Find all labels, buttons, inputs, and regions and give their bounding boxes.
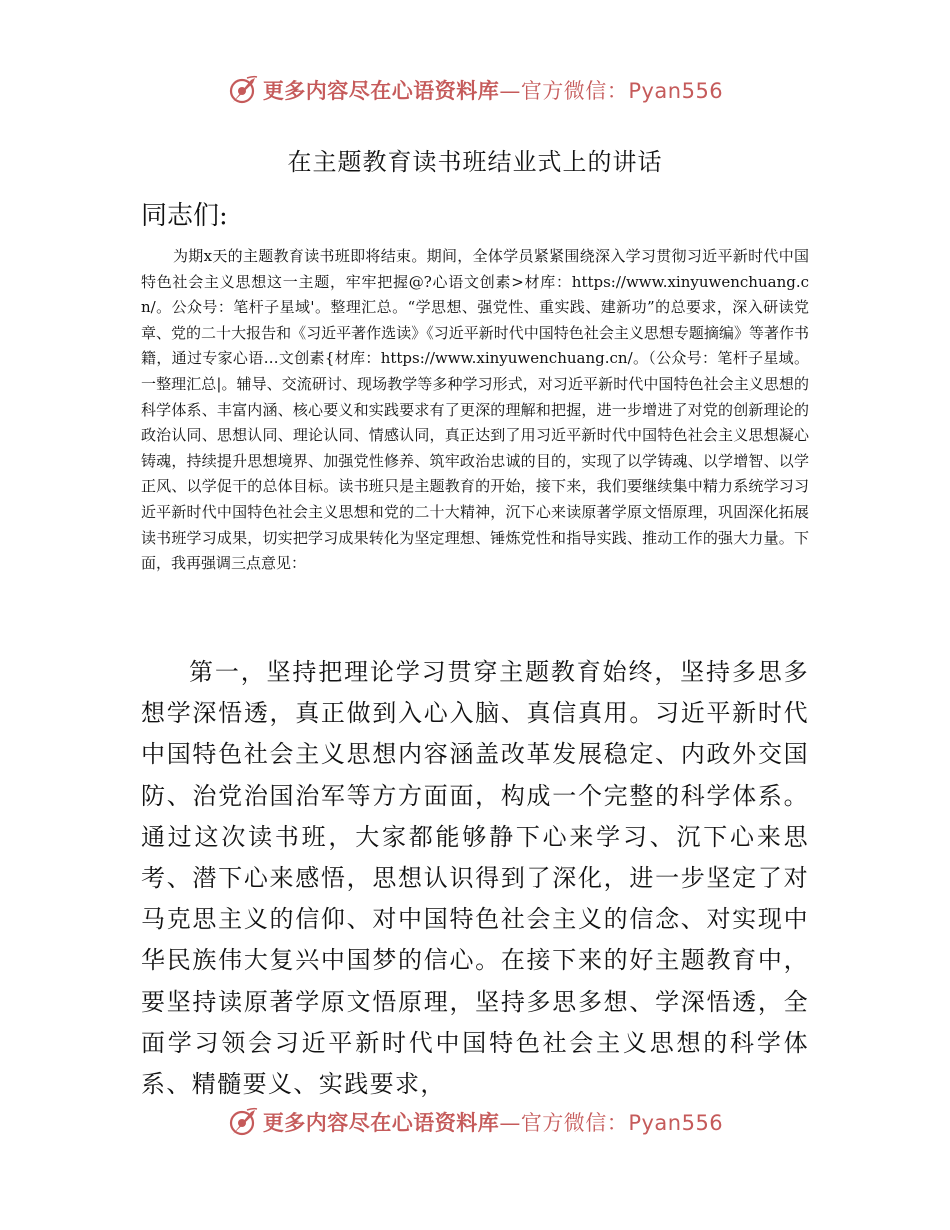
salutation: 同志们:	[141, 201, 228, 231]
watermark-wechat-id: Pyan556	[628, 79, 724, 103]
document-title: 在主题教育读书班结业式上的讲话	[287, 148, 663, 176]
footer-watermark-banner	[0, 1102, 950, 1142]
watermark-text	[263, 75, 723, 105]
watermark-text	[263, 1107, 723, 1137]
watermark-dash: —	[499, 79, 521, 103]
quill-logo-icon	[227, 1106, 259, 1138]
watermark-main-text: 更多内容尽在心语资料库	[262, 79, 500, 103]
first-point-paragraph: 第一，坚持把理论学习贯穿主题教育始终，坚持多思多想学深悟透，真正做到入心入脑、真信真用。习近平新时代中国特色社会主义思想内容涵盖改革发展稳定、内政外交国防、治党治国治军等方方面面，构成一个完整的科学体系。通过这次读书班，大家都能够静下心来学习、沉下心来思考、潜下心来感悟，思想认识得到了深化，进一步坚定了对马克思主义的信仰、对中国特色社会主义的信念、对实现中华民族伟大复兴中国梦的信心。在接下来的好主题教育中，要坚持读原著学原文悟原理，坚持多思多想、学深悟透，全面学习领会习近平新时代中国特色社会主义思想的科学体系、精髓要义、实践要求，	[141, 658, 809, 1099]
watermark-dash: —	[499, 1111, 521, 1135]
intro-paragraph: 为期x天的主题教育读书班即将结束。期间，全体学员紧紧围绕深入学习贯彻习近平新时代中国特色社会主义思想这一主题，牢牢把握@?心语文创素>材库：https://www.xinyuwenchuang.cn/。公众号：笔杆子星域'。整理汇总。“学思想、强党性、重实践、建新功”的总要求，深入研读党章、党的二十大报告和《习近平著作选读》《习近平新时代中国特色社会主义思想专题摘编》等著作书籍，通过专家心语…文创素{材库：https://www.xinyuwenchuang.cn/。（公众号：笔杆子星域。一整理汇总|。辅导、交流研讨、现场教学等多种学习形式，对习近平新时代中国特色社会主义思想的科学体系、丰富内涵、核心要义和实践要求有了更深的理解和把握，进一步增进了对党的创新理论的政治认同、思想认同、理论认同、情感认同，真正达到了用习近平新时代中国特色社会主义思想凝心铸魂，持续提升思想境界、加强党性修养、筑牢政治忠诚的目的，实现了以学铸魂、以学增智、以学正风、以学促干的总体目标。读书班只是主题教育的开始，接下来，我们要继续集中精力系统学习习近平新时代中国特色社会主义思想和党的二十大精神，沉下心来读原著学原文悟原理，巩固深化拓展读书班学习成果，切实把学习成果转化为坚定理想、锤炼党性和指导实践、推动工作的强大力量。下面，我再强调三点意见：	[141, 247, 809, 573]
watermark-wechat-label: 官方微信：	[520, 1111, 629, 1135]
header-watermark-banner	[0, 70, 950, 110]
watermark-wechat-id: Pyan556	[628, 1111, 724, 1135]
watermark-wechat-label: 官方微信：	[520, 79, 629, 103]
watermark-main-text: 更多内容尽在心语资料库	[262, 1111, 500, 1135]
quill-logo-icon	[227, 74, 259, 106]
